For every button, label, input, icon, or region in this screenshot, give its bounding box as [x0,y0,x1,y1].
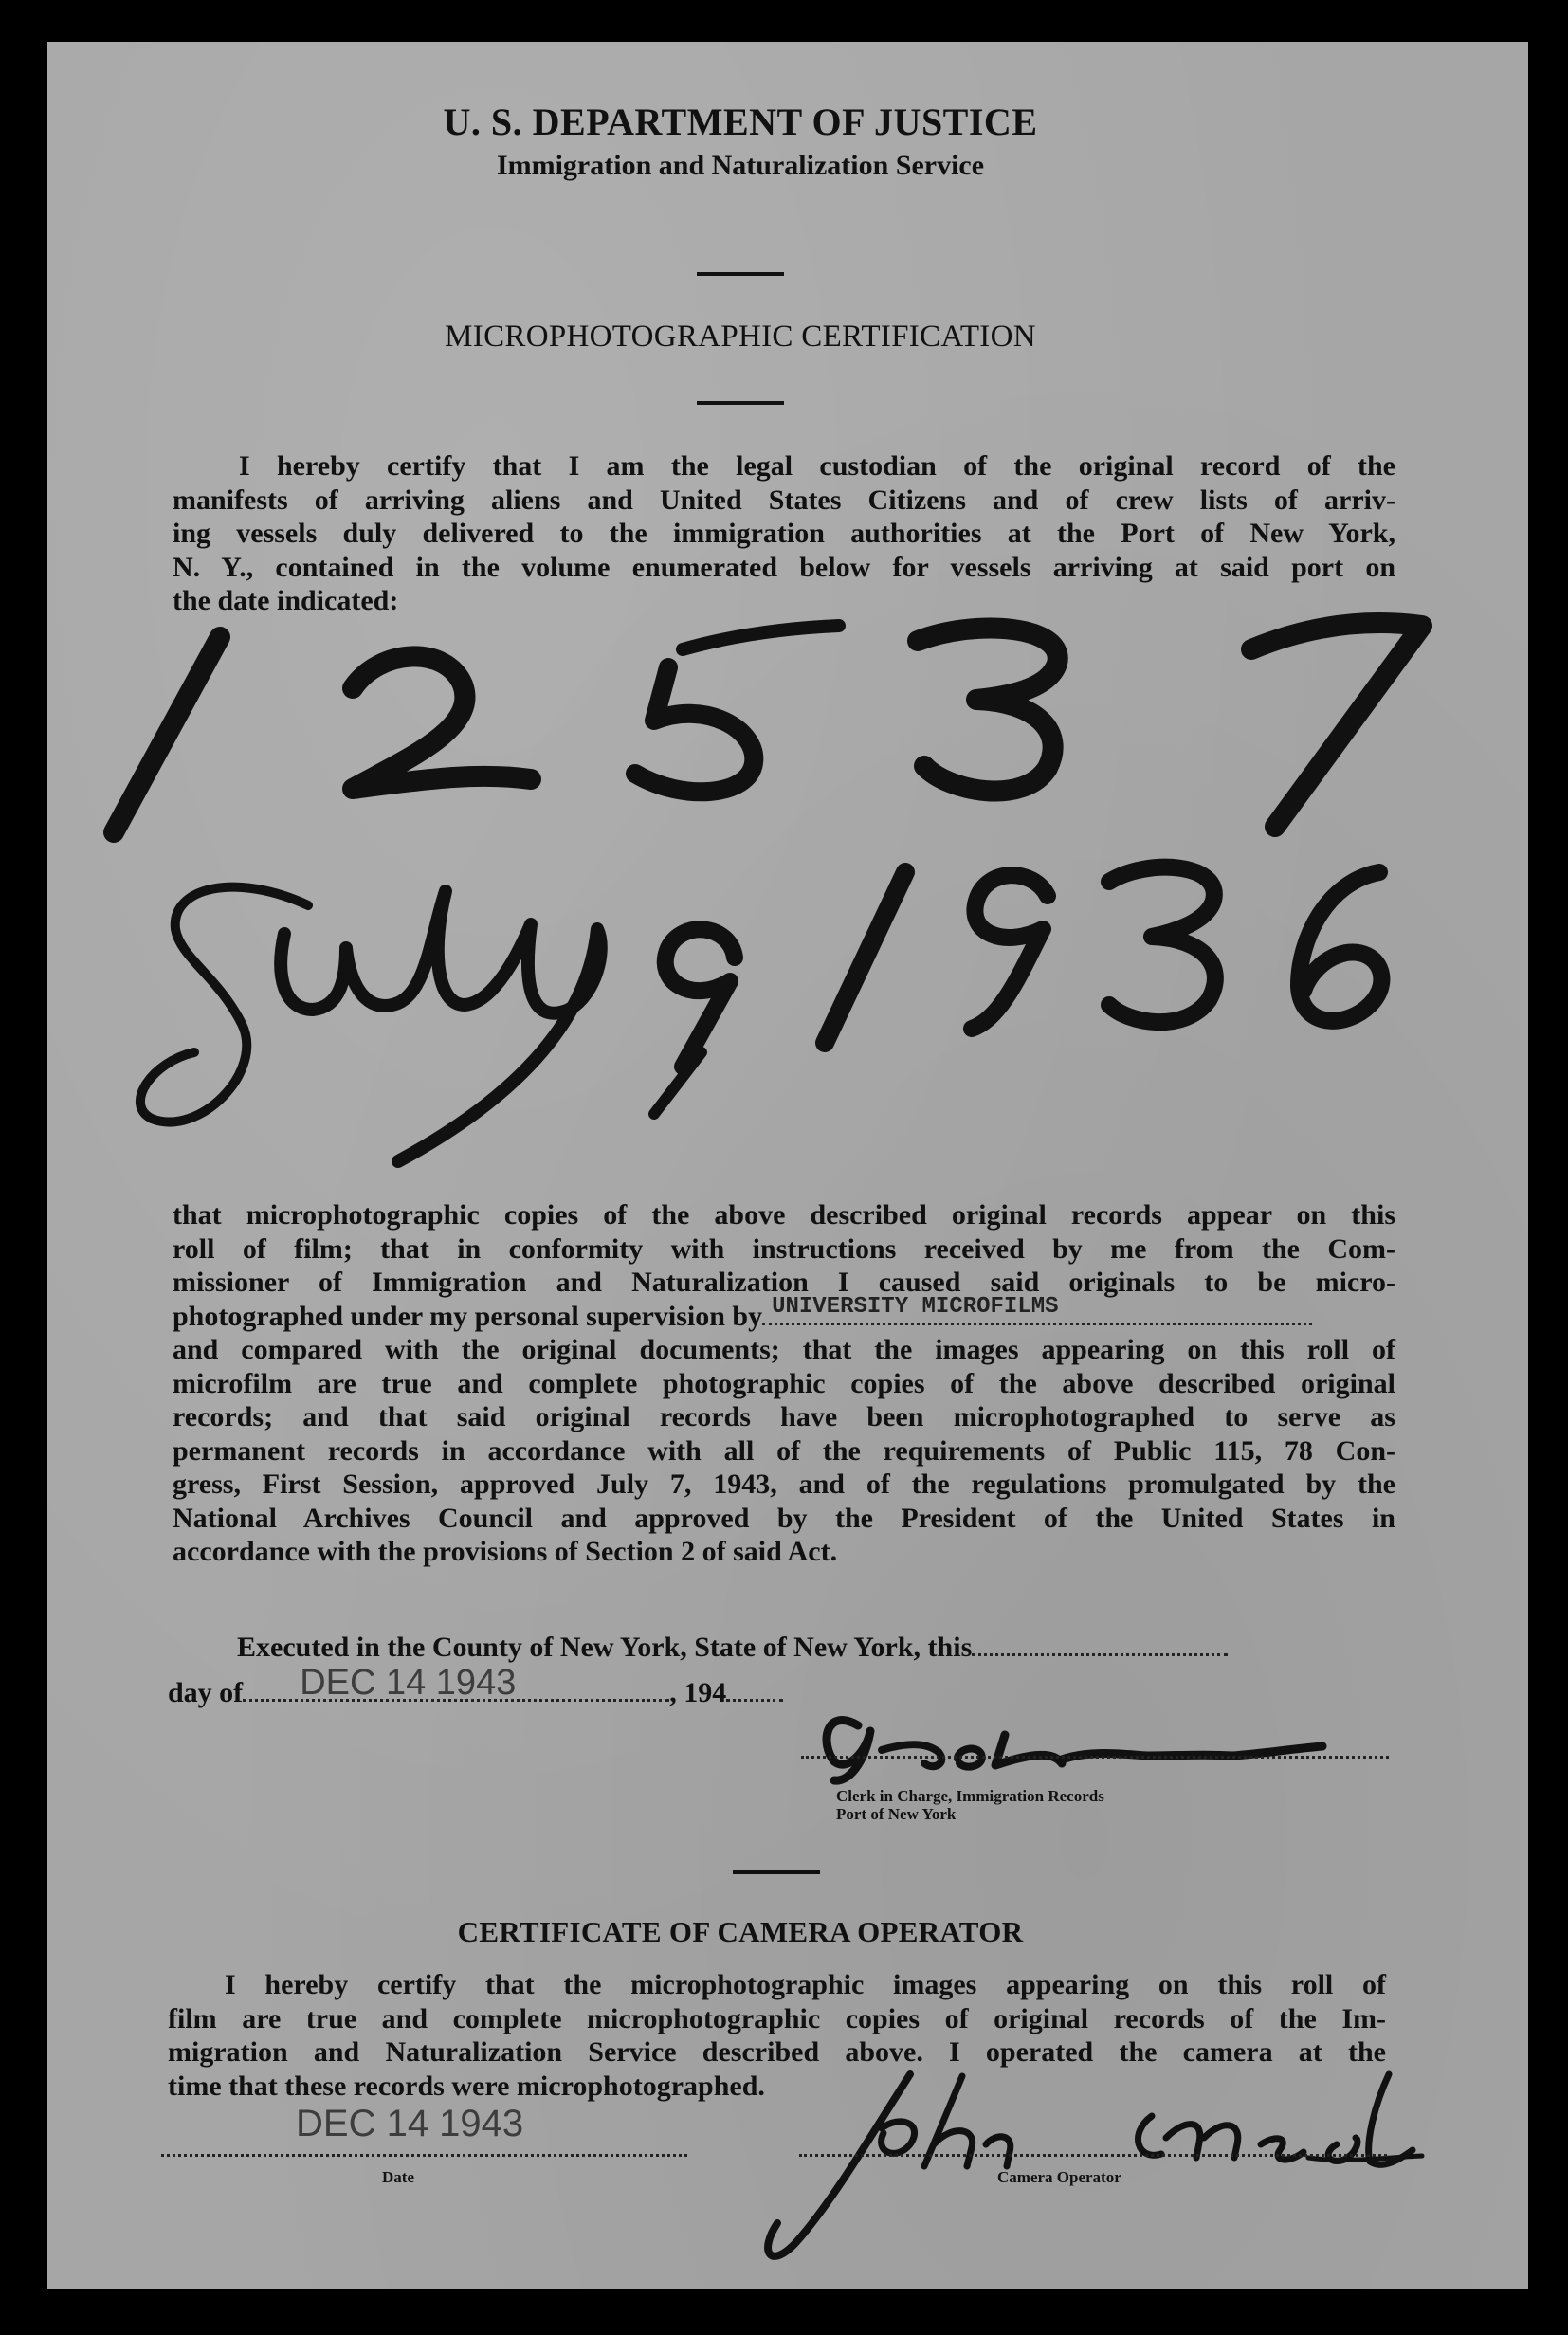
execution-day-field [972,1634,1228,1656]
day-of-field [243,1663,669,1703]
body-line: permanent records in accordance with all of the requirements of Public 115, 78 Con- [173,1434,1395,1467]
clerk-title-line: Clerk in Charge, Immigration Records [836,1787,1104,1805]
operator-line: I hereby certify that the microphotographic images appearing on this roll of [225,1969,1386,2000]
intro-line: N. Y., contained in the volume enumerated below for vessels arriving at said port on [173,551,1395,583]
body-line: accordance with the provisions of Section 2 of said Act. [173,1536,838,1567]
clerk-signature [827,1721,1322,1781]
intro-line: manifests of arriving aliens and United States Citizens and of crew lists of arriv- [173,483,1395,516]
date-signature-line [161,2152,687,2157]
operator-signature-line [799,2152,1387,2157]
supervisor-field [762,1293,1312,1325]
operator-line: time that these records were microphotographed. [168,2070,765,2102]
year-suffix-field [726,1680,783,1702]
operator-line: film are true and complete microphotographic copies of original records of the Im- [168,2002,1386,2034]
clerk-title [836,1787,1104,1823]
year-prefix: , 194 [669,1677,727,1708]
divider-rule [733,1870,820,1874]
service-subtitle: Immigration and Naturalization Service [496,150,985,181]
handwritten-volume-number [114,623,1422,832]
clerk-title-line: Port of New York [836,1805,957,1823]
supervisor-name: UNIVERSITY MICROFILMS [772,1293,1059,1320]
camera-operator-label: Camera Operator [997,2168,1121,2186]
camera-operator-paragraph [168,1968,1386,2103]
intro-line: I hereby certify that I am the legal custodian of the original record of the [239,450,1395,482]
intro-line: the date indicated: [173,585,399,616]
supervision-line [173,1293,1395,1334]
certification-heading: MICROPHOTOGRAPHIC CERTIFICATION [445,319,1036,354]
execution-line [237,1631,1395,1665]
camera-date-stamp: DEC 14 1943 [296,2103,524,2144]
body-line: that microphotographic copies of the above described original records appear on this [173,1199,1395,1231]
department-title: U. S. DEPARTMENT OF JUSTICE [443,100,1038,143]
operator-line: migration and Naturalization Service described above. I operated the camera at the [168,2036,1386,2068]
day-of-line [168,1663,926,1710]
body-line: missioner of Immigration and Naturalization I caused said originals to be micro- [173,1267,1395,1298]
camera-operator-heading: CERTIFICATE OF CAMERA OPERATOR [457,1915,1024,1948]
date-label: Date [382,2168,414,2186]
executed-text: Executed in the County of New York, State of New York, this [237,1632,973,1663]
body-line: and compared with the original documents; that the images appearing on this roll of [173,1334,1395,1365]
body-line: National Archives Council and approved by the President of the United States in [173,1502,1395,1534]
handwritten-arrival-date [140,867,1381,1161]
body-line: gress, First Session, approved July 7, 1943, and of the regulations promulgated by the [173,1468,1395,1500]
body-line: microfilm are true and complete photographic copies of the above described original [173,1367,1395,1399]
intro-line: ing vessels duly delivered to the immigration authorities at the Port of New York, [173,518,1395,549]
body-line: photographed under my personal supervision by [173,1300,763,1332]
clerk-signature-line [801,1754,1389,1759]
body-line: roll of film; that in conformity with instructions received by me from the Com- [173,1232,1395,1265]
body-paragraph [173,1198,1395,1569]
execution-date-stamp: DEC 14 1943 [300,1663,517,1703]
day-of-label: day of [168,1677,244,1708]
body-line: records; and that said original records have been microphotographed to serve as [173,1401,1395,1432]
